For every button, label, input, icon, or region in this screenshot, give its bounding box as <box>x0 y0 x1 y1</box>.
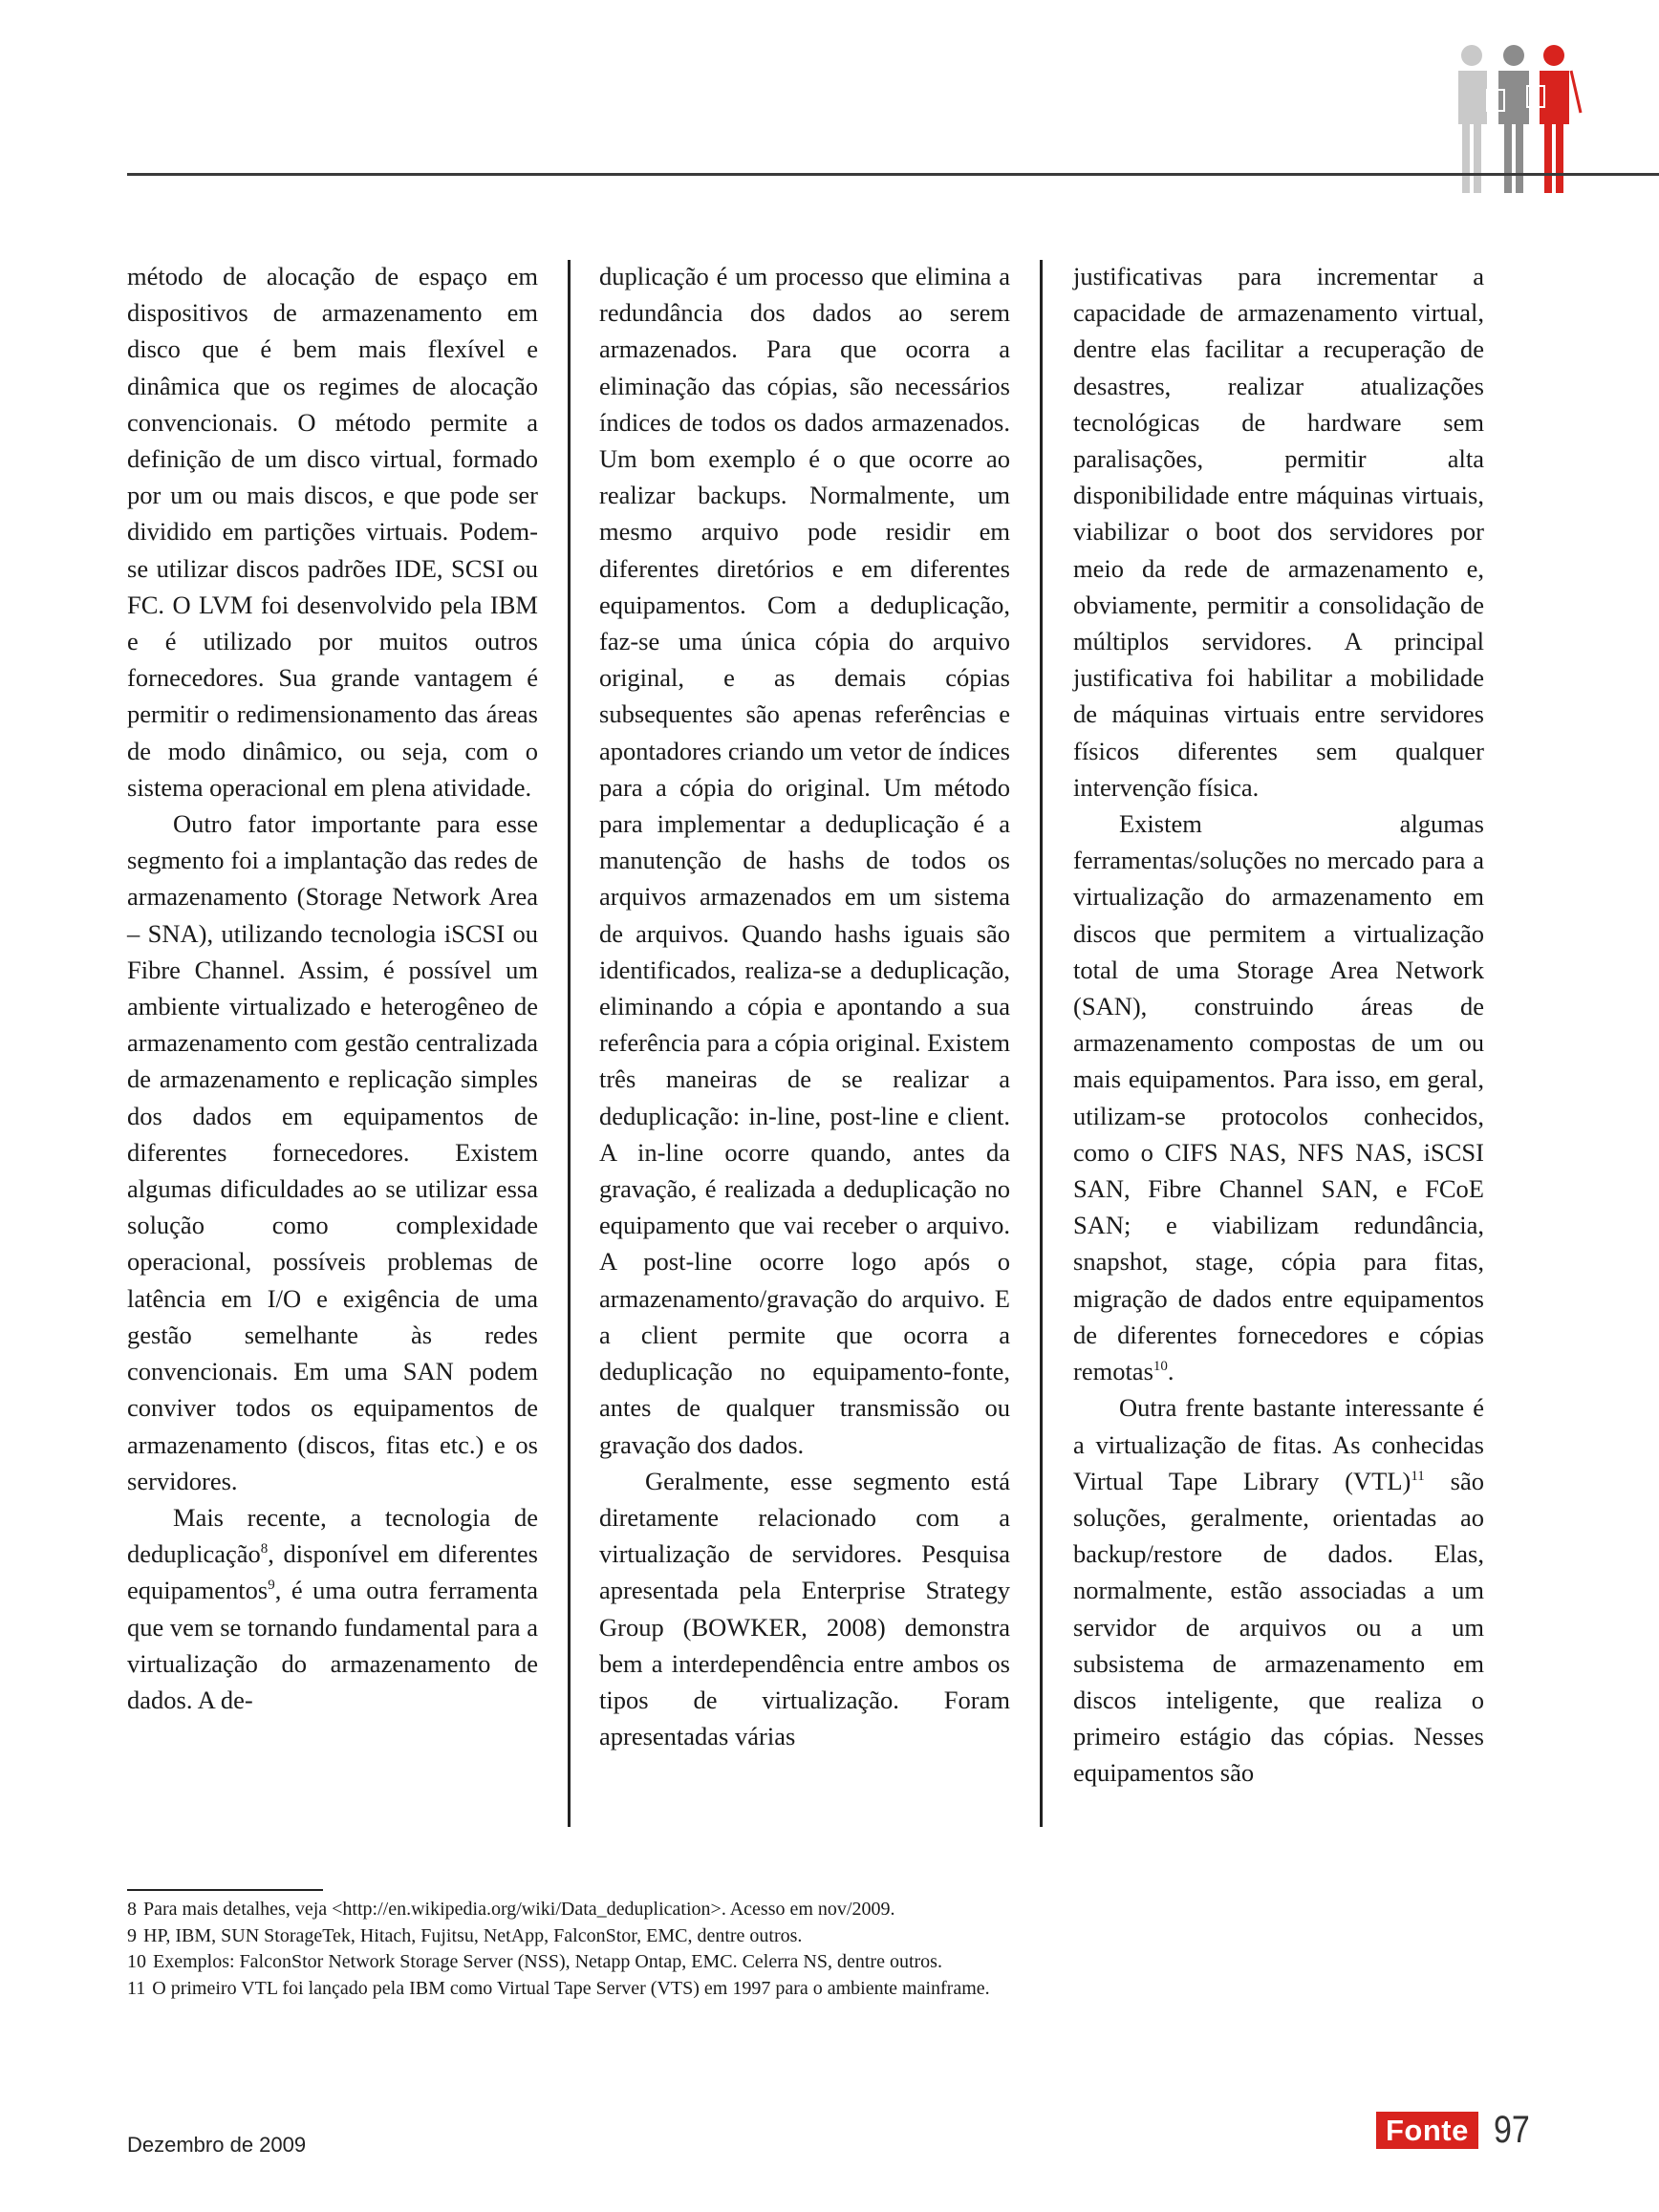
footnote-item: 10 Exemplos: FalconStor Network Storage Server (NSS), Netapp Ontap, EMC. Celerra NS, dentre outros. <box>127 1951 942 1972</box>
footnote-item: 11 O primeiro VTL foi lançado pela IBM como Virtual Tape Server (VTS) em 1997 para o ambiente mainframe. <box>127 1977 990 1999</box>
paragraph: duplicação é um processo que elimina a redundância dos dados ao serem armazenados. Para que ocorra a eliminação das cópias, são necessários índices de todos os dados armazenados. Um bom exemplo é o que ocorre ao realizar backups. Normalmente, um mesmo arquivo pode residir em diferentes diretórios e em diferentes equipamentos. Com a deduplicação, faz-se uma única cópia do arquivo original, e as demais cópias subsequentes são apenas referências e apontadores criando um vetor de índices para a cópia do original. Um método para implementar a deduplicação é a manutenção de hashs de todos os arquivos armazenados em um sistema de arquivos. Quando hashs iguais são identificados, realiza-se a deduplicação, eliminando a cópia e apontando a sua referência para a cópia original. Existem três maneiras de se realizar a deduplicação: in-line, post-line e client. A in-line ocorre quando, antes da gravação, é realizada a deduplicação no equipamento que vai receber o arquivo. A post-line ocorre logo após o armazenamento/gravação do arquivo. E a client permite que ocorra a deduplicação no equipamento-fonte, antes de qualquer transmissão ou gravação dos dados. <box>599 262 1010 1459</box>
paragraph: Existem algumas ferramentas/soluções no mercado para a virtualização do armazenamento em discos que permitem a virtualização total de uma Storage Area Network (SAN), construindo áreas de armazenamento compostas de um ou mais equipamentos. Para isso, em geral, utilizam-se protocolos conhecidos, como o CIFS NAS, NFS NAS, iSCSI SAN, Fibre Channel SAN, e FCoE SAN; e viabilizam redundância, snapshot, stage, cópia para fitas, migração de dados entre equipamentos de diferentes fornecedores e cópias remotas$^{10}$. <box>1073 809 1484 1386</box>
footnote-item: 8 Para mais detalhes, veja <http://en.wikipedia.org/wiki/Data_deduplication>. Acesso em nov/2009. <box>127 1899 895 1920</box>
text-column-3 <box>1073 258 1484 1792</box>
paragraph: justificativas para incrementar a capacidade de armazenamento virtual, dentre elas facilitar a recuperação de desastres, realizar atualizações tecnológicas de hardware sem paralisações, permitir alta disponibilidade entre máquinas virtuais, viabilizar o boot dos servidores por meio da rede de armazenamento e, obviamente, permitir a consolidação de múltiplos servidores. A principal justificativa foi habilitar a mobilidade de máquinas virtuais entre servidores físicos diferentes sem qualquer intervenção física. <box>1073 262 1484 802</box>
footnote-rule <box>127 1889 323 1891</box>
footnote-item: 9 HP, IBM, SUN StorageTek, Hitach, Fujitsu, NetApp, FalconStor, EMC, dentre outros. <box>127 1924 803 1946</box>
column-divider <box>568 260 571 1827</box>
paragraph: Mais recente, a tecnologia de deduplicação$^8$, disponível em diferentes equipamentos$^9$, é uma outra ferramenta que vem se tornando fundamental para a virtualização do armazenamento de dados. A de- <box>127 1502 538 1714</box>
text-column-2 <box>599 258 1010 1754</box>
paragraph: Geralmente, esse segmento está diretamente relacionado com a virtualização de servidores. Pesquisa apresentada pela Enterprise Strategy Group (BOWKER, 2008) demonstra bem a interdependência entre ambos os tipos de virtualização. Foram apresentadas várias <box>599 1466 1010 1751</box>
footnote-ref[interactable]: 10 <box>1153 1359 1168 1375</box>
footer-date: Dezembro de 2009 <box>127 2133 307 2157</box>
page-number: 97 <box>1493 2109 1530 2151</box>
footnote-ref[interactable]: 8 <box>260 1541 269 1557</box>
paragraph: Outra frente bastante interessante é a virtualização de fitas. As conhecidas Virtual Tape Library (VTL)$^{11}$ são soluções, geralmente, orientadas ao backup/restore de dados. Elas, normalmente, estão associadas a um servidor de arquivos ou a um subsistema de armazenamento em discos inteligente, que realiza o primeiro estágio das cópias. Nesses equipamentos são <box>1073 1393 1484 1788</box>
footer-brand <box>1376 2109 1536 2152</box>
column-divider <box>1040 260 1043 1827</box>
footnote-ref[interactable]: 11 <box>1411 1468 1425 1484</box>
paragraph: método de alocação de espaço em dispositivos de armazenamento em disco que é bem mais flexível e dinâmica que os regimes de alocação convencionais. O método permite a definição de um disco virtual, formado por um ou mais discos, e que pode ser dividido em partições virtuais. Podem-se utilizar discos padrões IDE, SCSI ou FC. O LVM foi desenvolvido pela IBM e é utilizado por muitos outros fornecedores. Sua grande vantagem é permitir o redimensionamento das áreas de modo dinâmico, ou seja, com o sistema operacional em plena atividade. <box>127 262 538 802</box>
paragraph: Outro fator importante para esse segmento foi a implantação das redes de armazenamento (Storage Network Area – SNA), utilizando tecnologia iSCSI ou Fibre Channel. Assim, é possível um ambiente virtualizado e heterogêneo de armazenamento com gestão centralizada de armazenamento e replicação simples dos dados em equipamentos de diferentes fornecedores. Existem algumas dificuldades ao se utilizar essa solução como complexidade operacional, possíveis problemas de latência em I/O e exigência de uma gestão semelhante às redes convencionais. Em uma SAN podem conviver todos os equipamentos de armazenamento (discos, fitas etc.) e os servidores. <box>127 809 538 1495</box>
text-column-1 <box>127 258 538 1718</box>
footnotes <box>127 1897 1561 2002</box>
people-logo-icon <box>1451 42 1584 195</box>
brand-logo: Fonte <box>1376 2112 1478 2149</box>
footnote-ref[interactable]: 9 <box>268 1578 275 1594</box>
header-rule <box>127 173 1659 176</box>
